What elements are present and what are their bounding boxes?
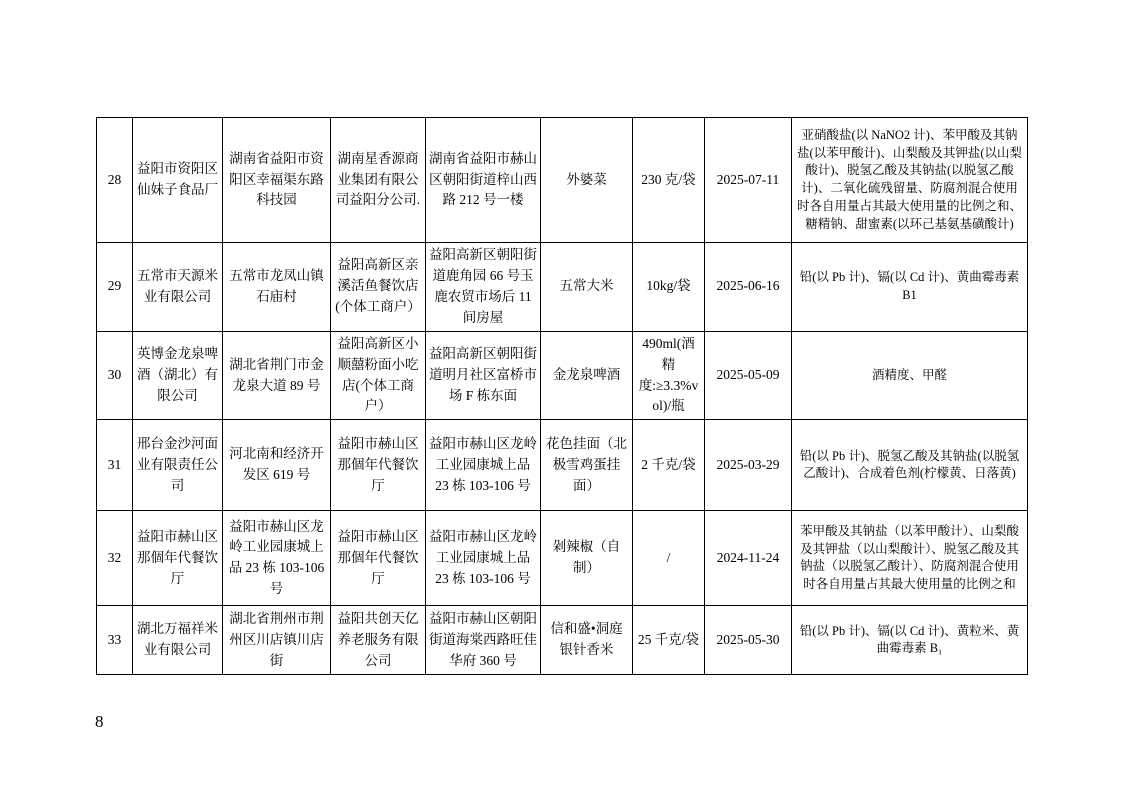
cell-producer-name: 邢台金沙河面业有限责任公司 xyxy=(133,420,223,511)
cell-food-name: 五常大米 xyxy=(541,243,633,332)
cell-sampled-unit-name: 益阳高新区亲溪活鱼餐饮店(个体工商户） xyxy=(331,243,426,332)
cell-sampled-unit-address: 益阳市赫山区朝阳街道海棠西路旺佳华府 360 号 xyxy=(426,606,541,675)
cell-spec: / xyxy=(633,511,705,606)
cell-failed-items: 苯甲酸及其钠盐（以苯甲酸计）、山梨酸及其钾盐（以山梨酸计）、脱氢乙酸及其钠盐（以脱氢乙酸计）、防腐剂混合使用时各自用量占其最大使用量的比例之和 xyxy=(792,511,1028,606)
table-row xyxy=(97,331,1028,420)
cell-seq: 33 xyxy=(97,606,133,675)
cell-food-name: 信和盛•洞庭银针香米 xyxy=(541,606,633,675)
cell-sampled-unit-address: 益阳市赫山区龙岭工业园康城上品 23 栋 103-106 号 xyxy=(426,511,541,606)
cell-sampled-unit-address: 湖南省益阳市赫山区朝阳街道梓山西路 212 号一楼 xyxy=(426,118,541,243)
table-row xyxy=(97,118,1028,243)
cell-sampled-unit-name: 益阳市赫山区那個年代餐饮厅 xyxy=(331,420,426,511)
cell-producer-name: 益阳市赫山区那個年代餐饮厅 xyxy=(133,511,223,606)
cell-producer-name: 湖北万福祥米业有限公司 xyxy=(133,606,223,675)
cell-producer-address: 湖北省荆门市金龙泉大道 89 号 xyxy=(223,331,331,420)
cell-spec: 490ml(酒精度:≥3.3%vol)/瓶 xyxy=(633,331,705,420)
cell-production-date: 2024-11-24 xyxy=(705,511,792,606)
cell-sampled-unit-address: 益阳高新区朝阳街道明月社区富桥市场 F 栋东面 xyxy=(426,331,541,420)
cell-seq: 29 xyxy=(97,243,133,332)
cell-sampled-unit-name: 湖南星香源商业集团有限公司益阳分公司. xyxy=(331,118,426,243)
cell-producer-address: 益阳市赫山区龙岭工业园康城上品 23 栋 103-106 号 xyxy=(223,511,331,606)
cell-seq: 28 xyxy=(97,118,133,243)
cell-sampled-unit-name: 益阳高新区小顺囍粉面小吃店(个体工商户） xyxy=(331,331,426,420)
cell-sampled-unit-name: 益阳共创天亿养老服务有限公司 xyxy=(331,606,426,675)
table-row xyxy=(97,243,1028,332)
cell-production-date: 2025-07-11 xyxy=(705,118,792,243)
cell-sampled-unit-address: 益阳市赫山区龙岭工业园康城上品 23 栋 103-106 号 xyxy=(426,420,541,511)
cell-seq: 31 xyxy=(97,420,133,511)
cell-food-name: 花色挂面（北极雪鸡蛋挂面） xyxy=(541,420,633,511)
cell-production-date: 2025-06-16 xyxy=(705,243,792,332)
cell-production-date: 2025-05-30 xyxy=(705,606,792,675)
page-number: 8 xyxy=(95,712,104,731)
cell-seq: 32 xyxy=(97,511,133,606)
cell-production-date: 2025-03-29 xyxy=(705,420,792,511)
cell-failed-items: 亚硝酸盐(以 NaNO2 计)、苯甲酸及其钠盐(以苯甲酸计)、山梨酸及其钾盐(以山梨酸计)、脱氢乙酸及其钠盐(以脱氢乙酸计)、二氧化硫残留量、防腐剂混合使用时各自用量占其最大使用量的比例之和、糖精钠、甜蜜素(以环己基氨基磺酸计) xyxy=(792,118,1028,243)
cell-producer-name: 五常市天源米业有限公司 xyxy=(133,243,223,332)
cell-failed-items: 铅(以 Pb 计)、脱氢乙酸及其钠盐(以脱氢乙酸计)、合成着色剂(柠檬黄、日落黄) xyxy=(792,420,1028,511)
cell-failed-items: 铅(以 Pb 计)、镉(以 Cd 计)、黄粒米、黄曲霉毒素 B₁ xyxy=(792,606,1028,675)
table-row xyxy=(97,511,1028,606)
table-body xyxy=(97,118,1028,675)
cell-failed-items: 酒精度、甲醛 xyxy=(792,331,1028,420)
cell-production-date: 2025-05-09 xyxy=(705,331,792,420)
cell-spec: 25 千克/袋 xyxy=(633,606,705,675)
cell-producer-address: 湖北省荆州市荆州区川店镇川店街 xyxy=(223,606,331,675)
cell-food-name: 金龙泉啤酒 xyxy=(541,331,633,420)
cell-producer-address: 河北南和经济开发区 619 号 xyxy=(223,420,331,511)
cell-sampled-unit-address: 益阳高新区朝阳街道鹿角园 66 号玉鹿农贸市场后 11 间房屋 xyxy=(426,243,541,332)
cell-producer-name: 益阳市资阳区仙妹子食品厂 xyxy=(133,118,223,243)
cell-seq: 30 xyxy=(97,331,133,420)
cell-failed-items: 铅(以 Pb 计)、镉(以 Cd 计)、黄曲霉毒素 B1 xyxy=(792,243,1028,332)
table-row xyxy=(97,420,1028,511)
cell-food-name: 剁辣椒（自制） xyxy=(541,511,633,606)
cell-food-name: 外婆菜 xyxy=(541,118,633,243)
cell-producer-address: 五常市龙凤山镇石庙村 xyxy=(223,243,331,332)
cell-spec: 230 克/袋 xyxy=(633,118,705,243)
inspection-table xyxy=(96,117,1028,675)
cell-spec: 2 千克/袋 xyxy=(633,420,705,511)
cell-sampled-unit-name: 益阳市赫山区那個年代餐饮厅 xyxy=(331,511,426,606)
cell-spec: 10kg/袋 xyxy=(633,243,705,332)
cell-producer-address: 湖南省益阳市资阳区幸福渠东路科技园 xyxy=(223,118,331,243)
cell-producer-name: 英博金龙泉啤酒（湖北）有限公司 xyxy=(133,331,223,420)
table-row xyxy=(97,606,1028,675)
